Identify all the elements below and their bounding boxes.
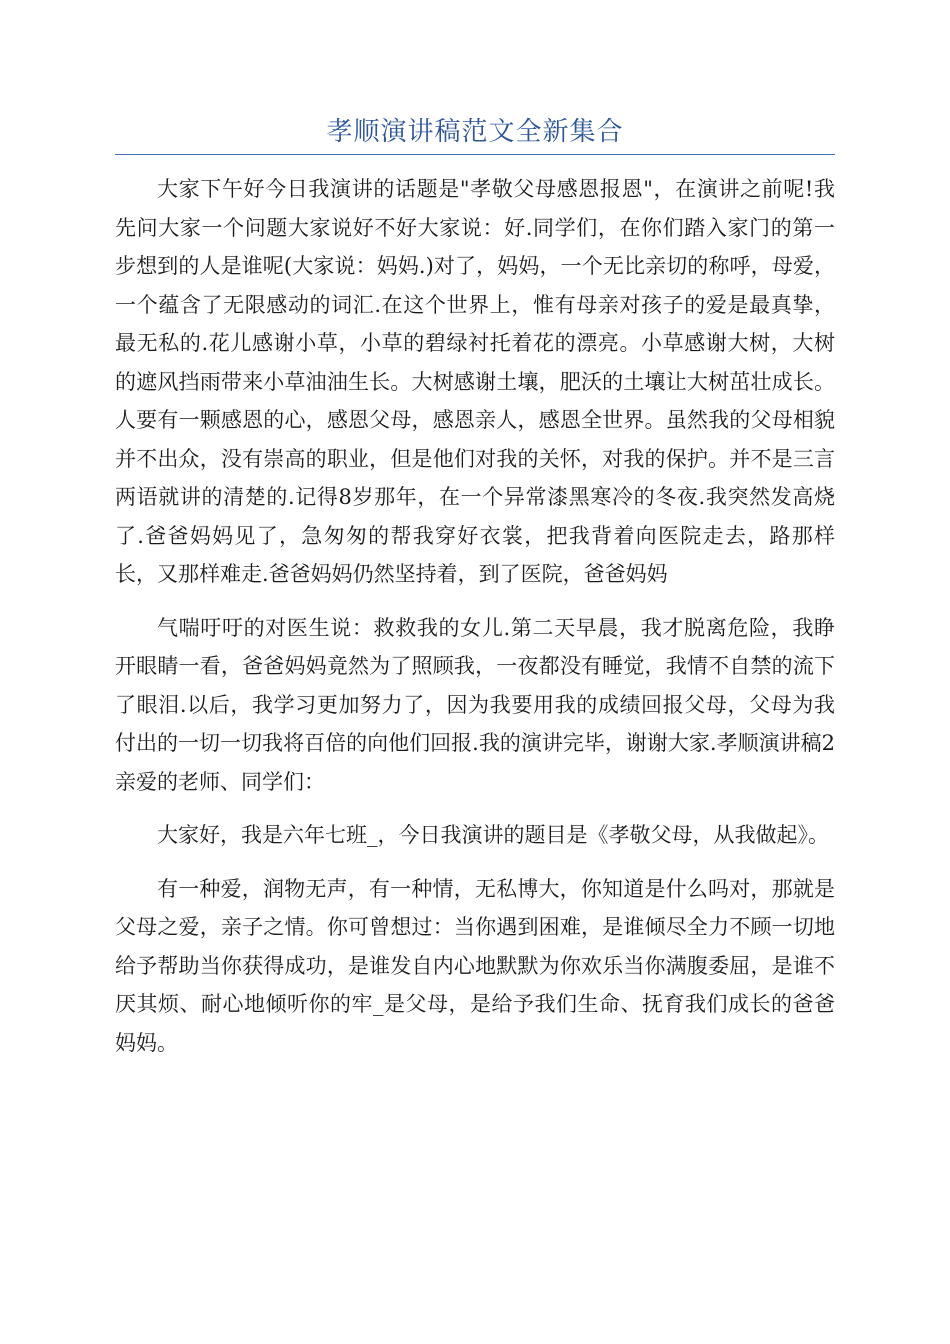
paragraph: 有一种爱，润物无声，有一种情，无私博大，你知道是什么吗对，那就是父母之爱，亲子之情。你可曾想过：当你遇到困难，是谁倾尽全力不顾一切地给予帮助当你获得成功，是谁发自内心地默默为你欢乐当你满腹委屈，是谁不厌其烦、耐心地倾听你的牢_是父母，是给予我们生命、抚育我们成长的爸爸妈妈。 [115, 876, 835, 1055]
paragraph: 大家好，我是六年七班_，今日我演讲的题目是《孝敬父母，从我做起》。 [157, 823, 829, 847]
document-title: 孝顺演讲稿范文全新集合 [326, 117, 624, 147]
title-underline [115, 154, 835, 155]
paragraph: 气喘吁吁的对医生说：救救我的女儿.第二天早晨，我才脱离危险，我睁开眼睛一看，爸爸妈妈竟然为了照顾我，一夜都没有睡觉，我情不自禁的流下了眼泪.以后，我学习更加努力了，因为我要用我的成绩回报父母，父母为我付出的一切一切我将百倍的向他们回报.我的演讲完毕，谢谢大家.孝顺演讲稿2亲爱的老师、同学们： [115, 615, 835, 794]
document-body [115, 170, 835, 1077]
paragraph: 大家下午好今日我演讲的话题是"孝敬父母感恩报恩"，在演讲之前呢!我先问大家一个问题大家说好不好大家说：好.同学们，在你们踏入家门的第一步想到的人是谁呢(大家说：妈妈.)对了，妈妈，一个无比亲切的称呼，母爱，一个蕴含了无限感动的词汇.在这个世界上，惟有母亲对孩子的爱是最真挚，最无私的.花儿感谢小草，小草的碧绿衬托着花的漂亮。小草感谢大树，大树的遮风挡雨带来小草油油生长。大树感谢土壤，肥沃的土壤让大树茁壮成长。人要有一颗感恩的心，感恩父母，感恩亲人，感恩全世界。虽然我的父母相貌并不出众，没有崇高的职业，但是他们对我的关怀，对我的保护。并不是三言两语就讲的清楚的.记得8岁那年，在一个异常漆黑寒冷的冬夜.我突然发高烧了.爸爸妈妈见了，急匆匆的帮我穿好衣裳，把我背着向医院走去，路那样长，又那样难走.爸爸妈妈仍然坚持着，到了医院，爸爸妈妈 [115, 177, 835, 586]
